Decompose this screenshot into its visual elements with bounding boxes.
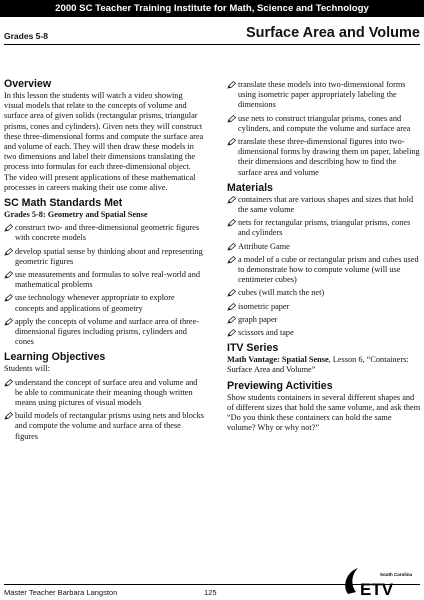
list-item: use technology whenever appropriate to explore concepts and applications of geometry [4,293,204,313]
pencil-icon [4,318,13,326]
objectives-list-continued [227,80,421,178]
logo-caption: South Carolina [380,572,413,577]
objectives-heading: Learning Objectives [4,351,106,364]
objectives-list [4,378,204,442]
pencil-icon [227,81,236,89]
list-item: understand the concept of surface area and volume and be able to communicate their meaning though written means using pictures of visual models [4,378,204,409]
page-title: Surface Area and Volume [245,25,420,41]
list-item: containers that are various shapes and sizes that hold the same volume [227,195,421,215]
header-banner: 2000 SC Teacher Training Institute for Math, Science and Technology [0,0,424,17]
overview-heading: Overview [4,78,52,90]
pencil-icon [4,294,13,302]
standards-subheading: Grades 5-8: Geometry and Spatial Sense [4,210,148,220]
page-number: 125 [204,588,217,597]
list-item: translate these models into two-dimensional forms using isometric paper appropriately labeling the dimensions [227,80,421,111]
list-item: develop spatial sense by thinking about and representing geometric figures [4,247,204,267]
pencil-icon [227,219,236,227]
pencil-icon [227,329,236,337]
pencil-icon [4,271,13,279]
pencil-icon [227,138,236,146]
list-item: isometric paper [227,302,421,312]
list-item: nets for rectangular prisms, triangular prisms, cones and cylinders [227,218,421,238]
list-item: graph paper [227,315,421,325]
previewing-text: Show students containers in several different shapes and of different sizes that hold the same volume, and ask them “Do you think these containers can hold the same volume? Why or why not?” [227,392,421,433]
header-rule [4,44,420,45]
logo-swoosh [345,568,358,594]
pencil-icon [227,289,236,297]
overview-text: In this lesson the students will watch a video showing visual models that relate to the concepts of volume and surface area of given solids (rectangular prisms, triangular prisms, cones and cylinders). Given nets they will construct these three-dimensional forms and compute the surface area and volume of each. They will then draw these models in two dimensions and label their dimensions translating the process into formulas for each three-dimensional object. The video will present applications of these mathematical processes in careers making their use come alive. [4,91,204,192]
materials-list [227,195,421,338]
grade-level: Grades 5-8 [4,31,48,41]
pencil-icon [4,379,13,387]
pencil-icon [4,248,13,256]
itv-text [227,355,421,375]
pencil-icon [227,303,236,311]
list-item: build models of rectangular prisms using nets and blocks and compute the volume and surface area of these figures [4,411,204,442]
pencil-icon [227,196,236,204]
etv-logo-icon [340,564,413,599]
list-item: translate these three-dimensional figures into two-dimensional forms by drawing them on paper, labeling their dimensions and describing how to find the surface area and volume [227,137,421,178]
pencil-icon [4,224,13,232]
pencil-icon [4,412,13,420]
pencil-icon [227,256,236,264]
list-item: use nets to construct triangular prisms, cones and cylinders, and compute the volume and surface area [227,114,421,134]
itv-heading: ITV Series [227,342,279,355]
footer-teacher: Master Teacher Barbara Langston [4,588,118,597]
itv-lesson: , Lesson 6, “Containers: Surface Area and Volume” [227,355,409,375]
previewing-heading: Previewing Activities [227,379,333,392]
list-item: scissors and tape [227,328,421,338]
pencil-icon [227,243,236,251]
left-column [4,78,204,442]
right-column [227,80,421,433]
materials-heading: Materials [227,181,273,194]
standards-list [4,223,204,347]
itv-series-name: Math Vantage: Spatial Sense [227,355,329,365]
list-item: a model of a cube or rectangular prism and cubes used to demonstrate how to compute volume (will use centimeter cubes) [227,255,421,286]
pencil-icon [227,316,236,324]
list-item: cubes (will match the net) [227,288,421,298]
standards-heading: SC Math Standards Met [4,197,123,210]
objectives-intro: Students will: [4,364,50,374]
list-item: Attribute Game [227,242,421,252]
pencil-icon [227,115,236,123]
list-item: apply the concepts of volume and surface area of three-dimensional figures including prisms, cylinders and cones [4,317,204,348]
list-item: construct two- and three-dimensional geometric figures with concrete models [4,223,204,243]
logo-wordmark: ETV [360,580,394,599]
list-item: use measurements and formulas to solve real-world and mathematical problems [4,270,204,290]
